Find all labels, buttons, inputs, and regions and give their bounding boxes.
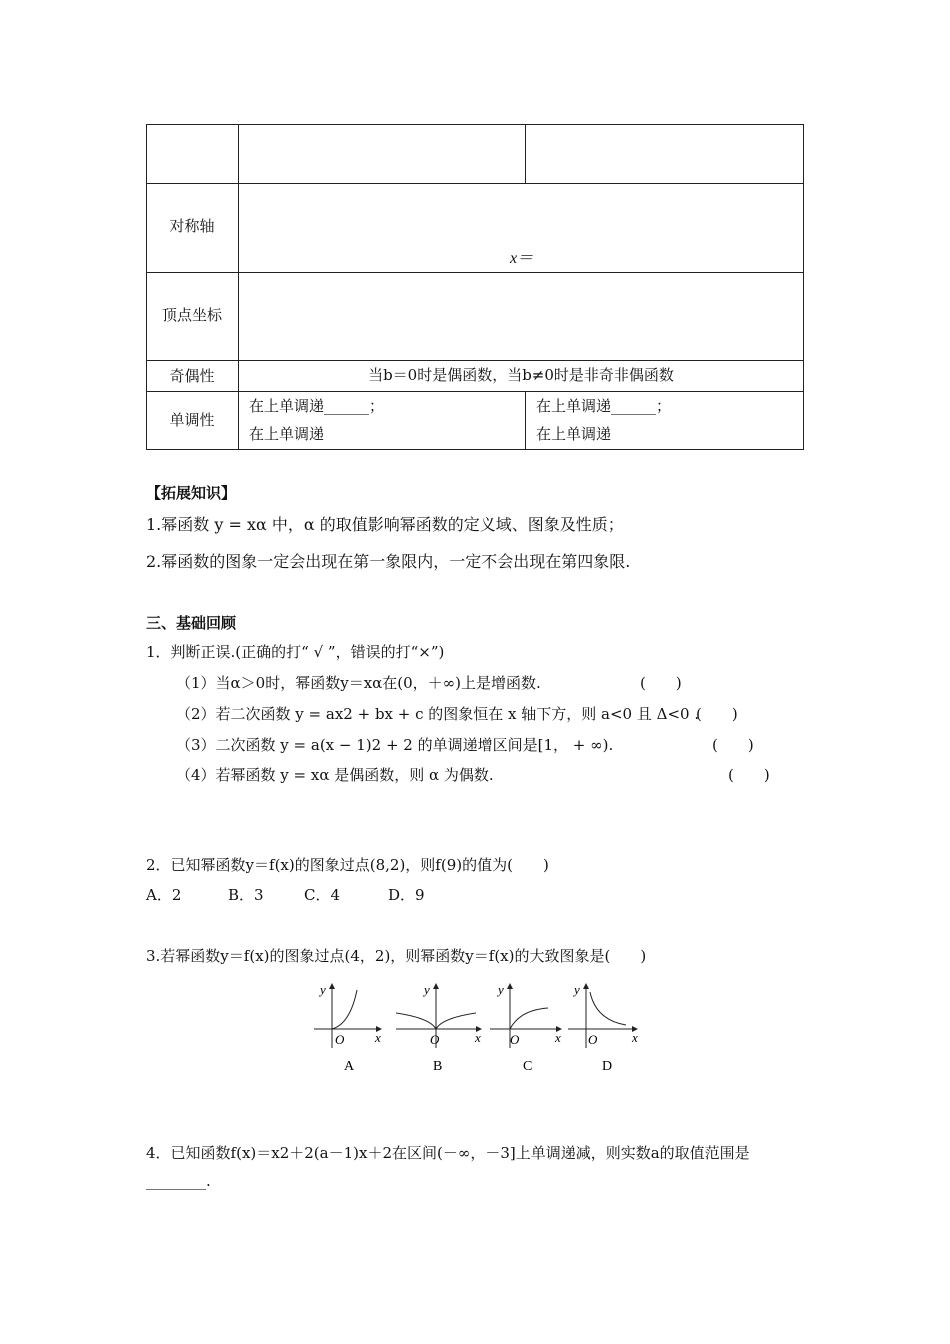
graph-label-a: A xyxy=(344,1059,355,1074)
graph-d-o: O xyxy=(588,1032,598,1047)
row-vertex-label: 顶点坐标 xyxy=(161,306,222,324)
mono-left-1: 在上单调递______； xyxy=(249,397,385,415)
q3-graphs xyxy=(300,980,650,1080)
properties-table xyxy=(146,124,804,450)
q1-bracket-4: ( ) xyxy=(728,766,770,784)
q1-item-2: （2）若二次函数 y = ax2 + bx + c 的图象恒在 x 轴下方，则 a<0 且 Δ<0 . xyxy=(176,705,700,723)
review-heading: 三、基础回顾 xyxy=(146,614,237,632)
q2-title: 2．已知幂函数y＝f(x)的图象过点(8,2)，则f(9)的值为( ) xyxy=(146,856,549,874)
graph-c-o: O xyxy=(510,1032,520,1047)
q4-title: 4．已知函数f(x)＝x2＋2(a－1)x＋2在区间(－∞，－3]上单调递减，则实数a的取值范围是 xyxy=(146,1144,750,1162)
graph-b-o: O xyxy=(430,1032,440,1047)
q4-blank: ________. xyxy=(146,1172,211,1190)
mono-right-1: 在上单调递______； xyxy=(536,397,672,415)
q1-item-3: （3）二次函数 y = a(x − 1)2 + 2 的单调递增区间是[1， + ∞). xyxy=(176,736,614,754)
extend-heading: 【拓展知识】 xyxy=(146,484,237,502)
mono-left-2: 在上单调递 xyxy=(249,425,325,443)
graph-b-x: x xyxy=(475,1030,481,1045)
q1-bracket-1: ( ) xyxy=(640,674,682,692)
extend-item-2: 2.幂函数的图象一定会出现在第一象限内，一定不会出现在第四象限. xyxy=(146,552,631,571)
row-sym-value: x＝ xyxy=(510,250,534,267)
graph-a-y: y xyxy=(320,982,326,997)
q1-bracket-3: ( ) xyxy=(712,736,754,754)
q1-item-4: （4）若幂函数 y = xα 是偶函数，则 α 为偶数. xyxy=(176,766,494,784)
q2-option-d: D．9 xyxy=(388,886,425,904)
q1-bracket-2: ( ) xyxy=(696,705,738,723)
mono-right-2: 在上单调递 xyxy=(536,425,612,443)
q2-option-a: A．2 xyxy=(146,886,182,904)
graph-d-x: x xyxy=(632,1030,638,1045)
q2-option-c: C．4 xyxy=(304,886,341,904)
q3-title: 3.若幂函数y＝f(x)的图象过点(4，2)，则幂函数y＝f(x)的大致图象是( ) xyxy=(146,947,647,965)
row-mono-label: 单调性 xyxy=(169,411,215,429)
row-parity-value: 当b＝0时是偶函数，当b≠0时是非奇非偶函数 xyxy=(368,366,674,384)
graph-label-b: B xyxy=(433,1059,443,1074)
graph-c-x: x xyxy=(555,1030,561,1045)
extend-item-1: 1.幂函数 y = xα 中，α 的取值影响幂函数的定义域、图象及性质； xyxy=(146,515,624,534)
row-sym-label: 对称轴 xyxy=(169,217,215,235)
graph-b-y: y xyxy=(424,982,430,997)
row-parity-label: 奇偶性 xyxy=(169,367,215,385)
q2-option-b: B．3 xyxy=(228,886,264,904)
q1-item-1: （1）当α＞0时，幂函数y＝xα在(0，＋∞)上是增函数. xyxy=(176,674,541,692)
graph-c-y: y xyxy=(498,982,504,997)
graph-d-y: y xyxy=(574,982,580,997)
graph-label-d: D xyxy=(602,1059,613,1074)
graph-a-o: O xyxy=(335,1032,345,1047)
graph-label-c: C xyxy=(523,1059,533,1074)
graph-a-x: x xyxy=(375,1030,381,1045)
q1-title: 1．判断正误.(正确的打“ √ ”，错误的打“×”) xyxy=(146,643,445,661)
